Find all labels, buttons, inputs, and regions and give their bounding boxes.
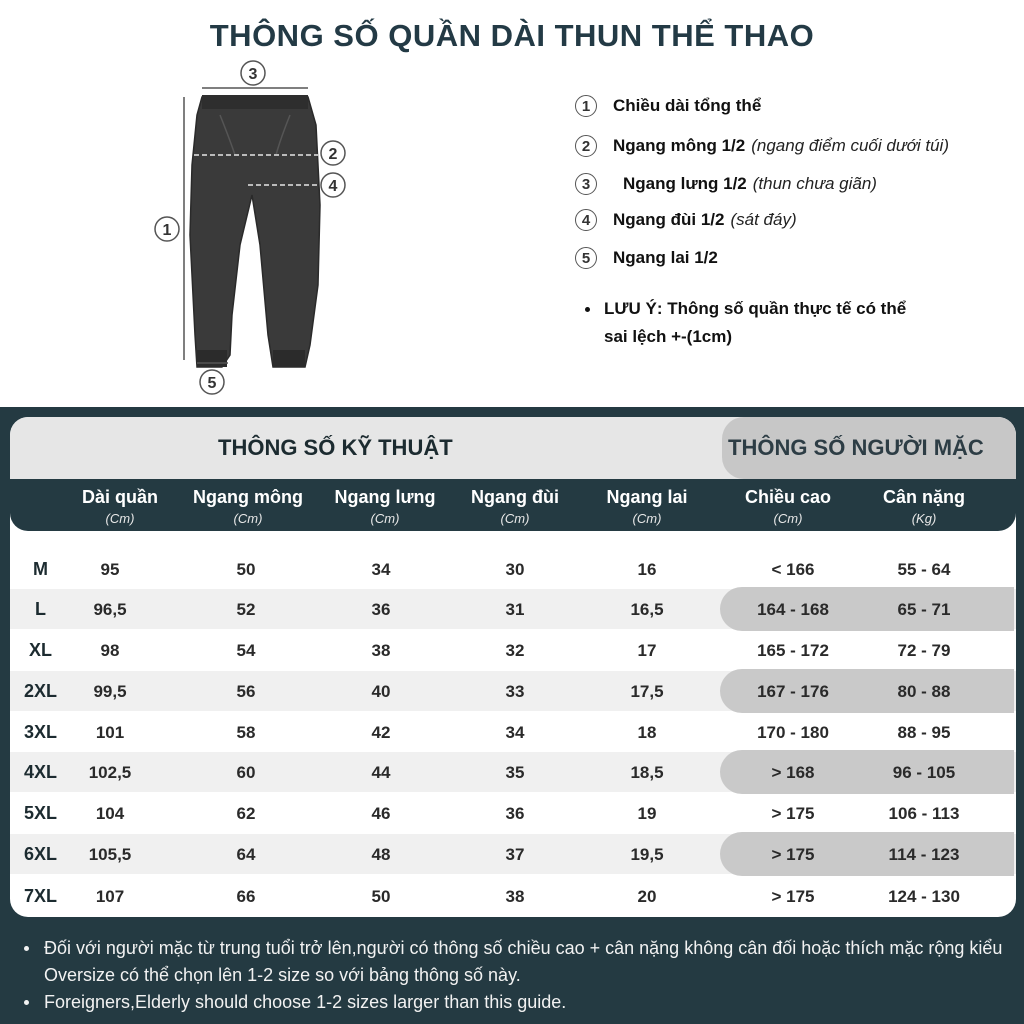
size-label: L xyxy=(35,599,46,619)
size-label: 2XL xyxy=(23,681,57,701)
table-cell: 33 xyxy=(505,682,525,701)
legend-number: 4 xyxy=(575,209,597,231)
table-cell: 16 xyxy=(637,560,657,579)
size-label: 5XL xyxy=(23,803,57,823)
table-cell: 50 xyxy=(236,560,256,579)
marker-2 xyxy=(321,141,345,165)
table-cell: 105,5 xyxy=(88,845,132,864)
table-cell: 64 xyxy=(236,845,256,864)
legend-label: Ngang lai 1/2 xyxy=(613,248,718,267)
table-cell: 65 - 71 xyxy=(897,600,951,619)
table-cell: 167 - 176 xyxy=(757,682,829,701)
table-cell: 17,5 xyxy=(630,682,664,701)
table-cell: > 175 xyxy=(771,845,815,864)
table-cell: 31 xyxy=(505,600,525,619)
table-cell: 106 - 113 xyxy=(888,804,960,823)
footnote: Foreigners,Elderly should choose 1-2 sizes larger than this guide. xyxy=(24,989,1004,1016)
table-cell: 40 xyxy=(371,682,391,701)
table-cell: 46 xyxy=(371,804,391,823)
table-cell: 19 xyxy=(637,804,657,823)
table-cell: 19,5 xyxy=(630,845,664,864)
legend-label: Ngang mông 1/2 xyxy=(613,136,746,155)
legend-number: 3 xyxy=(575,173,597,195)
table-cell: 36 xyxy=(371,600,391,619)
table-cell: 44 xyxy=(371,763,391,782)
table-row xyxy=(10,834,1016,874)
table-cell: 114 - 123 xyxy=(888,845,960,864)
table-cell: 55 - 64 xyxy=(897,560,951,579)
table-cell: 99,5 xyxy=(93,682,127,701)
table-cell: 52 xyxy=(236,600,256,619)
table-cell: 101 xyxy=(95,723,125,742)
page-title: THÔNG SỐ QUẦN DÀI THUN THỂ THAO xyxy=(209,18,815,53)
svg-text:5: 5 xyxy=(207,375,217,392)
table-cell: 96,5 xyxy=(93,600,127,619)
wearer-section-title: THÔNG SỐ NGƯỜI MẶC xyxy=(728,435,984,460)
table-cell: 60 xyxy=(236,763,256,782)
table-cell: 66 xyxy=(236,887,256,906)
table-cell: 50 xyxy=(371,887,391,906)
spec-section-title: THÔNG SỐ KỸ THUẬT xyxy=(218,435,453,460)
column-header: Cân nặng (Kg) xyxy=(882,487,965,526)
footnotes xyxy=(24,935,1004,1016)
table-cell: 95 xyxy=(100,560,120,579)
table-cell: > 175 xyxy=(771,804,815,823)
size-label: 6XL xyxy=(23,844,57,864)
column-header: Ngang lưng (Cm) xyxy=(334,487,436,526)
table-row xyxy=(10,712,1016,752)
table-cell: 56 xyxy=(236,682,256,701)
legend-note: (thun chưa giãn) xyxy=(752,174,877,193)
legend-item xyxy=(575,206,797,234)
table-cell: 42 xyxy=(371,723,391,742)
legend-note: (ngang điểm cuối dưới túi) xyxy=(751,136,949,155)
size-label: 4XL xyxy=(23,762,57,782)
table-cell: 72 - 79 xyxy=(897,641,951,660)
legend-number: 1 xyxy=(575,95,597,117)
table-cell: 18,5 xyxy=(630,763,664,782)
table-cell: 80 - 88 xyxy=(897,682,951,701)
marker-3 xyxy=(241,61,265,85)
table-row xyxy=(10,549,1016,589)
table-cell: 102,5 xyxy=(88,763,132,782)
legend-item xyxy=(575,132,949,160)
table-cell: 98 xyxy=(100,641,120,660)
table-cell: 16,5 xyxy=(630,600,664,619)
svg-text:4: 4 xyxy=(328,178,338,195)
table-cell: 32 xyxy=(505,641,525,660)
table-cell: 30 xyxy=(505,560,525,579)
table-cell: 34 xyxy=(505,723,525,742)
table-cell: 96 - 105 xyxy=(892,763,956,782)
table-cell: 35 xyxy=(505,763,525,782)
table-cell: 20 xyxy=(637,887,657,906)
table-cell: 54 xyxy=(236,641,256,660)
table-cell: 37 xyxy=(505,845,525,864)
legend-item xyxy=(575,92,761,120)
size-label: XL xyxy=(28,640,52,660)
size-table xyxy=(10,417,1016,917)
pants-illustration xyxy=(190,95,320,367)
table-cell: 88 - 95 xyxy=(897,723,951,742)
legend-number: 5 xyxy=(575,247,597,269)
table-row xyxy=(10,671,1016,711)
table-cell: 36 xyxy=(505,804,525,823)
table-cell: < 166 xyxy=(771,560,815,579)
column-header: Ngang đùi (Cm) xyxy=(471,487,559,526)
legend-note: (sát đáy) xyxy=(730,210,797,229)
legend-item xyxy=(575,244,718,272)
legend-item xyxy=(575,170,877,198)
size-label: 7XL xyxy=(23,886,57,906)
warning-line: LƯU Ý: Thông số quần thực tế có thể xyxy=(604,299,907,318)
bullet-icon xyxy=(585,307,590,312)
legend-label: Ngang đùi 1/2 xyxy=(613,210,725,229)
size-label: M xyxy=(33,559,48,579)
table-cell: 104 xyxy=(95,804,125,823)
table-row xyxy=(10,793,1016,833)
table-row xyxy=(10,752,1016,792)
table-cell: 58 xyxy=(236,723,256,742)
table-cell: 165 - 172 xyxy=(757,641,829,660)
size-table-panel xyxy=(0,407,1024,1024)
table-cell: 124 - 130 xyxy=(888,887,960,906)
legend-label: Chiều dài tổng thể xyxy=(613,96,762,115)
column-header: Dài quần (Cm) xyxy=(81,487,158,526)
table-cell: 164 - 168 xyxy=(757,600,829,619)
table-row xyxy=(10,589,1016,629)
table-row xyxy=(10,876,1016,916)
marker-1 xyxy=(155,217,179,241)
column-header: Ngang lai (Cm) xyxy=(606,487,688,526)
warning-note xyxy=(585,295,985,351)
column-header: Chiều cao (Cm) xyxy=(744,487,832,526)
column-header: Ngang mông (Cm) xyxy=(193,487,303,526)
size-label: 3XL xyxy=(23,722,57,742)
legend-label: Ngang lưng 1/2 xyxy=(623,174,747,193)
footnote: Đối với người mặc từ trung tuổi trở lên,người có thông số chiều cao + cân nặng không cân đối hoặc thích mặc rộng kiểu Oversize có thể chọn lên 1-2 size so với bảng thông số này. xyxy=(24,935,1004,989)
table-cell: 62 xyxy=(236,804,256,823)
table-row xyxy=(10,630,1016,670)
marker-4 xyxy=(321,173,345,197)
svg-text:3: 3 xyxy=(248,66,258,83)
table-cell: > 168 xyxy=(771,763,815,782)
table-cell: 38 xyxy=(371,641,391,660)
table-cell: 48 xyxy=(371,845,391,864)
svg-text:1: 1 xyxy=(162,222,172,239)
pants-diagram xyxy=(140,55,360,400)
marker-5 xyxy=(200,370,224,394)
table-cell: 18 xyxy=(637,723,657,742)
table-cell: 170 - 180 xyxy=(757,723,829,742)
legend-number: 2 xyxy=(575,135,597,157)
table-cell: > 175 xyxy=(771,887,815,906)
table-cell: 38 xyxy=(505,887,525,906)
warning-line: sai lệch +-(1cm) xyxy=(604,327,733,346)
table-cell: 17 xyxy=(637,641,657,660)
table-cell: 107 xyxy=(95,887,125,906)
table-cell: 34 xyxy=(371,560,391,579)
svg-text:2: 2 xyxy=(328,146,338,163)
